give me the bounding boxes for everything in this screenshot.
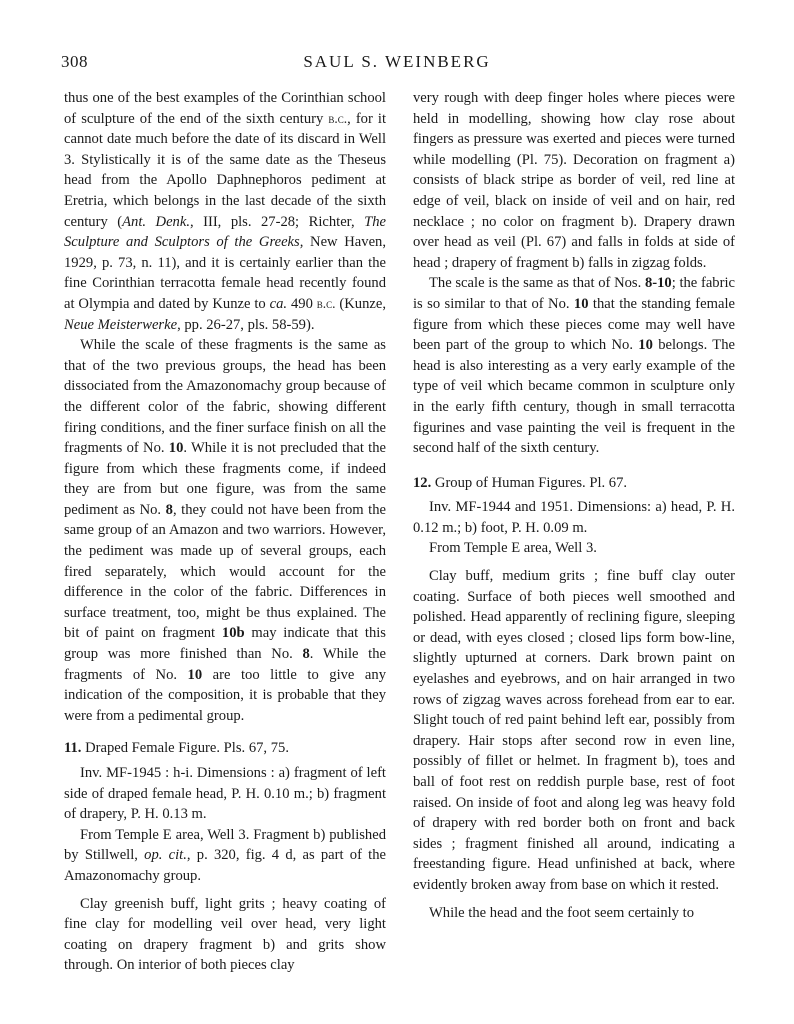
right-column bbox=[413, 88, 735, 923]
paragraph-continues: While the head and the foot seem certainly to bbox=[429, 904, 695, 921]
paragraph-continuation: very rough with deep finger holes where pieces were held in modelling, showing how clay rose about fingers as pressure was exerted and pieces were turned while modelling (Pl. 75). Decoration on fragment a) consists of black stripe as border of veil, red line at edge of veil, black on inside of veil and on hair, red necklace ; no color on fragment b). Drapery drawn over head as veil (Pl. 67) and falls in folds at side of head ; drapery of fragment b) falls in zigzag folds. bbox=[413, 90, 735, 271]
paragraph-continuation: thus one of the best examples of the Corinthian school of sculpture of the end of the sixth century b.c., for it cannot date much before the date of its discard in Well 3. Stylistically it is of the same date as the Theseus head from the Apollo Daphnephoros pediment at Eretria, which belongs in the last decade of the sixth century (Ant. Denk., III, pls. 27-28; Richter, The Sculpture and Sculptors of the Greeks, New Haven, 1929, p. 73, n. 11), and it is certainly earlier than the fine Corinthian terracotta female head recently found at Olympia and dated by Kunze to ca. 490 b.c. (Kunze, Neue Meisterwerke, pp. 26-27, pls. 58-59). bbox=[64, 90, 387, 333]
paragraph-scale-discussion: While the scale of these fragments is the same as that of the two previous groups, the head has been dissociated from the Amazonomachy group because of the different color of the fabric, showing different firing conditions, and the finer surface finish on all the fragments of No. 10. While it is not precluded that the figure from which these fragments come, if indeed they are from but one figure, was from the same pediment as No. 8, they could not have been from the same group of an Amazon and two warriors. However, the pediment was made up of several groups, each fired separately, which would account for the difference in the color of the fabric. Differences in surface treatment, too, might be thus explained. The bit of paint on fragment 10b may indicate that this group was more finished than No. 8. While the fragments of No. 10 are too little to give any indication of the composition, it is probable that they were from a pedimental group. bbox=[64, 337, 387, 724]
description-paragraph: Clay greenish buff, light grits ; heavy coating of fine clay for modelling veil over head, very light coating on drapery fragment b) and grits show through. On interior of both pieces clay bbox=[64, 895, 386, 974]
catalogue-entry-heading: 11. Draped Female Figure. Pls. 67, 75. bbox=[64, 740, 289, 757]
findspot-line: From Temple E area, Well 3. bbox=[429, 540, 597, 557]
catalogue-entry-heading: 12. Group of Human Figures. Pl. 67. bbox=[413, 474, 628, 491]
running-title: SAUL S. WEINBERG bbox=[303, 52, 491, 71]
page-number: 308 bbox=[61, 52, 88, 71]
left-column bbox=[64, 88, 386, 976]
inventory-line: Inv. MF-1944 and 1951. Dimensions: a) head, P. H. 0.12 m.; b) foot, P. H. 0.09 m. bbox=[413, 499, 735, 536]
description-paragraph: Clay buff, medium grits ; fine buff clay outer coating. Surface of both pieces well smoothed and polished. Head apparently of reclining figure, sleeping or dead, with eyes closed ; closed lips form bow-line, slightly upturned at corners. Dark brown paint on eyelashes and eyebrows, and on hair arranged in two rows of zigzag waves across forehead from ear to ear. Slight touch of red paint behind left ear, possibly from drapery. Hair stops after second row in even line, possibly of fillet or helmet. In fragment b), toes and ball of foot rest on reddish purple base, rest of foot raised. On inside of foot and along leg was heavy fold of drapery with red border both on front and back sides ; fragment finished all around, indicating a freestanding figure. Head unfinished at back, where evidently broken away from base on which it rested. bbox=[413, 568, 735, 893]
inventory-line: Inv. MF-1945 : h-i. Dimensions : a) fragment of left side of draped female head, P. H. 0.10 m.; b) fragment of drapery, P. H. 0.13 m. bbox=[64, 765, 386, 823]
paragraph-scale-comparison: The scale is the same as that of Nos. 8-10; the fabric is so similar to that of No. 10 that the standing female figure from which these pieces come may well have been part of the group to which No. 10 belongs. The head is also interesting as a very early example of the type of veil which became common in sculpture only in the early fifth century, though in small terracotta figurines and vase painting the veil is frequent in the second half of the sixth century. bbox=[413, 275, 735, 457]
findspot-line: From Temple E area, Well 3. Fragment b) published by Stillwell, op. cit., p. 320, fig. 4 d, as part of the Amazonomachy group. bbox=[64, 826, 387, 884]
